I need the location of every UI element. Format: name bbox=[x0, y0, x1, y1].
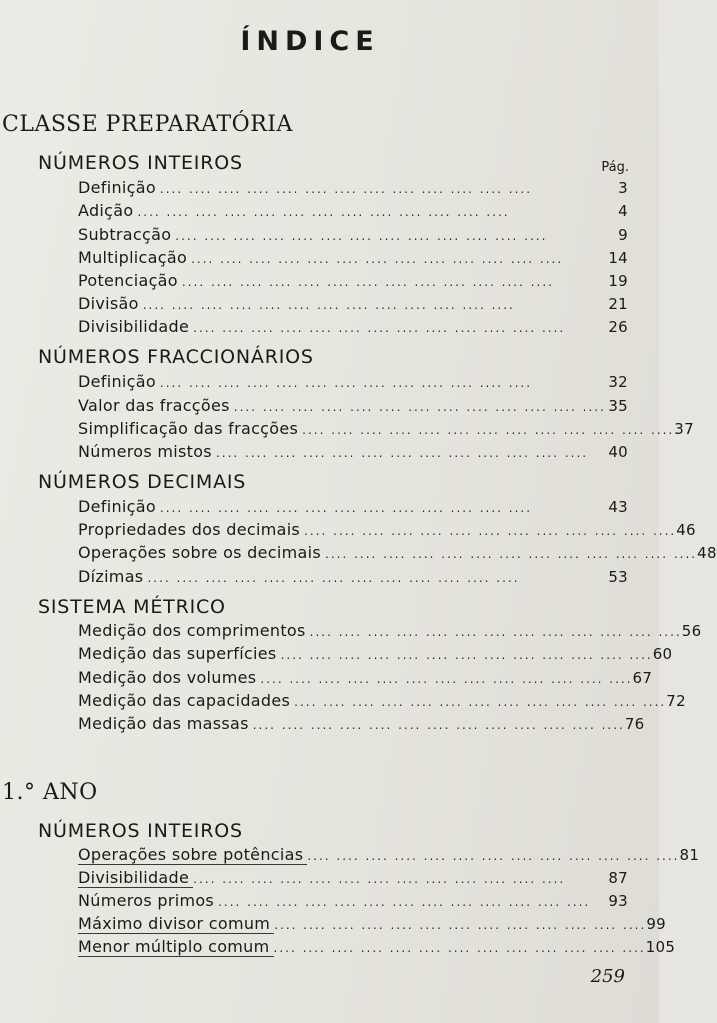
entry-label: Medição das capacidades bbox=[78, 691, 291, 710]
toc-entry[interactable] bbox=[78, 691, 686, 714]
entry-page: 14 bbox=[608, 249, 628, 267]
entry-label: Medição das massas bbox=[78, 714, 249, 733]
entry-page: 93 bbox=[608, 892, 628, 910]
toc-entry[interactable] bbox=[78, 914, 666, 937]
leader-dots: .... .... .... .... .... .... .... .... .... .... .... .... .... bbox=[159, 376, 533, 390]
leader-dots: .... .... .... .... .... .... .... .... .... .... .... .... .... bbox=[159, 182, 533, 196]
toc-entry[interactable] bbox=[78, 225, 628, 248]
section-heading: NÚMEROS INTEIROS bbox=[38, 152, 243, 174]
leader-dots: .... .... .... .... .... .... .... .... .... .... .... .... .... bbox=[252, 718, 625, 732]
entry-page: 72 bbox=[666, 692, 686, 710]
entry-label: Dízimas bbox=[78, 567, 144, 586]
leader-dots: .... .... .... .... .... .... .... .... .... .... .... .... .... bbox=[294, 695, 667, 709]
leader-dots: .... .... .... .... .... .... .... .... .... .... .... .... .... bbox=[274, 918, 647, 932]
entry-label: Operações sobre os decimais bbox=[78, 543, 321, 562]
entry-label: Multiplicação bbox=[78, 248, 188, 267]
entry-page: 87 bbox=[608, 869, 628, 887]
entry-label: Máximo divisor comum bbox=[78, 914, 274, 934]
entry-page: 56 bbox=[681, 622, 702, 640]
entry-page: 3 bbox=[618, 179, 628, 197]
toc-entry[interactable] bbox=[78, 567, 628, 590]
entry-label: Medição das superfícies bbox=[78, 644, 277, 663]
toc-entry[interactable] bbox=[78, 845, 700, 868]
entry-page: 37 bbox=[674, 420, 694, 438]
leader-dots: .... .... .... .... .... .... .... .... .... .... .... .... .... bbox=[260, 672, 633, 686]
toc-entry[interactable] bbox=[78, 178, 628, 201]
toc-entry[interactable] bbox=[78, 271, 628, 294]
entry-label: Propriedades dos decimais bbox=[78, 520, 301, 539]
leader-dots: .... .... .... .... .... .... .... .... .... .... .... .... .... bbox=[273, 941, 646, 955]
entry-label: Subtracção bbox=[78, 225, 172, 244]
entry-page: 32 bbox=[608, 373, 628, 391]
leader-dots: .... .... .... .... .... .... .... .... .... .... .... .... .... bbox=[181, 275, 554, 289]
entry-page: 19 bbox=[608, 272, 628, 290]
section-heading: NÚMEROS INTEIROS bbox=[38, 820, 243, 842]
toc-entry[interactable] bbox=[78, 442, 628, 465]
entry-label: Adição bbox=[78, 201, 134, 220]
toc-entry[interactable] bbox=[78, 396, 628, 419]
leader-dots: .... .... .... .... .... .... .... .... .... .... .... .... .... bbox=[137, 205, 510, 219]
section-heading: SISTEMA MÉTRICO bbox=[38, 596, 226, 618]
leader-dots: .... .... .... .... .... .... .... .... .... .... .... .... .... bbox=[309, 625, 682, 639]
entry-label: Números mistos bbox=[78, 442, 212, 461]
entry-page: 53 bbox=[608, 568, 628, 586]
toc-entry[interactable] bbox=[78, 891, 628, 914]
page-title: ÍNDICE bbox=[240, 26, 380, 57]
entry-page: 9 bbox=[618, 226, 628, 244]
year-heading: 1.° ANO bbox=[2, 780, 98, 805]
leader-dots: .... .... .... .... .... .... .... .... .... .... .... .... .... bbox=[302, 423, 675, 437]
leader-dots: .... .... .... .... .... .... .... .... .... .... .... .... .... bbox=[142, 298, 515, 312]
leader-dots: .... .... .... .... .... .... .... .... .... .... .... .... .... bbox=[147, 571, 520, 585]
leader-dots: .... .... .... .... .... .... .... .... .... .... .... .... .... bbox=[233, 400, 606, 414]
entry-page: 60 bbox=[652, 645, 673, 663]
entry-page: 26 bbox=[608, 318, 628, 336]
entry-page: 48 bbox=[697, 544, 717, 562]
leader-dots: .... .... .... .... .... .... .... .... .... .... .... .... .... bbox=[215, 446, 589, 460]
entry-page: 99 bbox=[646, 915, 666, 933]
toc-entry[interactable] bbox=[78, 419, 694, 442]
entry-label: Definição bbox=[78, 372, 156, 391]
leader-dots: .... .... .... .... .... .... .... .... .... .... .... .... .... bbox=[175, 229, 548, 243]
toc-entry[interactable] bbox=[78, 868, 628, 891]
entry-label: Valor das fracções bbox=[78, 396, 230, 415]
entry-label: Divisibilidade bbox=[78, 317, 190, 336]
entry-label: Medição dos volumes bbox=[78, 668, 257, 687]
page-column-label: Pág. bbox=[601, 160, 629, 175]
toc-entry[interactable] bbox=[78, 668, 653, 691]
entry-label: Medição dos comprimentos bbox=[78, 621, 306, 640]
entry-page: 40 bbox=[608, 443, 628, 461]
entry-page: 21 bbox=[608, 295, 628, 313]
entry-label: Divisibilidade bbox=[78, 868, 193, 888]
entry-label: Menor múltiplo comum bbox=[78, 937, 274, 957]
entry-page: 81 bbox=[679, 846, 700, 864]
leader-dots: .... .... .... .... .... .... .... .... .... .... .... .... .... bbox=[191, 252, 564, 266]
page-number: 259 bbox=[590, 966, 625, 987]
leader-dots: .... .... .... .... .... .... .... .... .... .... .... .... .... bbox=[193, 872, 566, 886]
entry-label: Definição bbox=[78, 497, 156, 516]
entry-label: Números primos bbox=[78, 891, 215, 910]
toc-entry[interactable] bbox=[78, 294, 628, 317]
toc-entry[interactable] bbox=[78, 937, 676, 960]
leader-dots: .... .... .... .... .... .... .... .... .... .... .... .... .... bbox=[325, 547, 698, 561]
leader-dots: .... .... .... .... .... .... .... .... .... .... .... .... .... bbox=[307, 849, 680, 863]
toc-entry[interactable] bbox=[78, 317, 628, 340]
leader-dots: .... .... .... .... .... .... .... .... .... .... .... .... .... bbox=[193, 321, 566, 335]
leader-dots: .... .... .... .... .... .... .... .... .... .... .... .... .... bbox=[280, 648, 653, 662]
toc-entry[interactable] bbox=[78, 201, 628, 224]
leader-dots: .... .... .... .... .... .... .... .... .... .... .... .... .... bbox=[159, 501, 533, 515]
entry-label: Potenciação bbox=[78, 271, 178, 290]
entry-label: Operações sobre potências bbox=[78, 845, 307, 865]
entry-page: 4 bbox=[618, 202, 628, 220]
leader-dots: .... .... .... .... .... .... .... .... .... .... .... .... .... bbox=[304, 524, 677, 538]
toc-entry[interactable] bbox=[78, 644, 673, 667]
section-heading: NÚMEROS FRACCIONÁRIOS bbox=[38, 346, 314, 368]
toc-entry[interactable] bbox=[78, 520, 696, 543]
leader-dots: .... .... .... .... .... .... .... .... .... .... .... .... .... bbox=[218, 895, 591, 909]
toc-entry[interactable] bbox=[78, 621, 702, 644]
toc-entry[interactable] bbox=[78, 372, 628, 395]
entry-label: Definição bbox=[78, 178, 156, 197]
entry-page: 35 bbox=[608, 397, 628, 415]
section-heading: NÚMEROS DECIMAIS bbox=[38, 471, 247, 493]
class-heading: CLASSE PREPARATÓRIA bbox=[2, 112, 293, 137]
toc-entry[interactable] bbox=[78, 248, 628, 271]
entry-page: 105 bbox=[645, 938, 676, 956]
toc-entry[interactable] bbox=[78, 714, 645, 737]
entry-page: 76 bbox=[624, 715, 645, 733]
entry-label: Divisão bbox=[78, 294, 139, 313]
entry-page: 43 bbox=[608, 498, 628, 516]
entry-label: Simplificação das fracções bbox=[78, 419, 299, 438]
toc-entry[interactable] bbox=[78, 543, 717, 566]
entry-page: 67 bbox=[632, 669, 653, 687]
toc-entry[interactable] bbox=[78, 497, 628, 520]
entry-page: 46 bbox=[676, 521, 696, 539]
